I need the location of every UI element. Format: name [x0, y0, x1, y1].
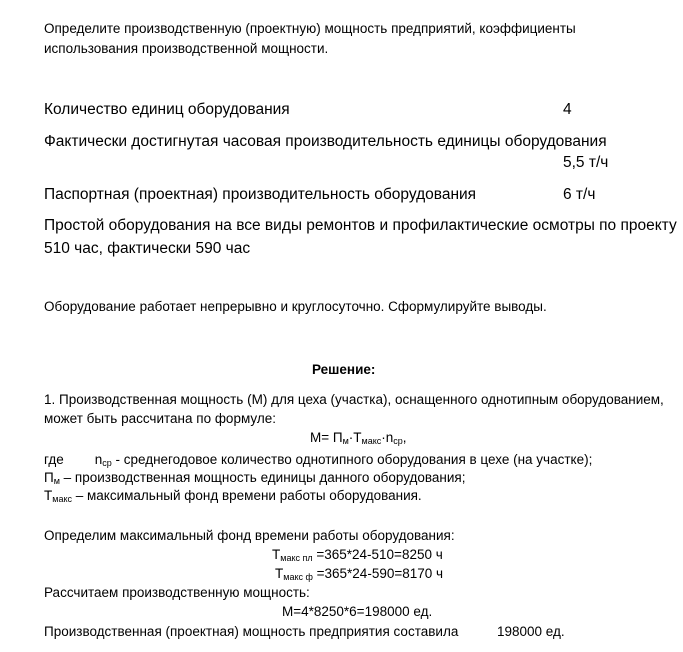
passport-prod-value: 6 т/ч: [563, 186, 596, 203]
solution-p1-line-1: 1. Производственная мощность (М) для цеха (участка), оснащенного однотипным оборудованием,: [44, 392, 664, 407]
solution-heading: Решение:: [312, 362, 376, 377]
note: Оборудование работает непрерывно и круглосуточно. Сформулируйте выводы.: [44, 299, 547, 314]
definition-p: $П_м$ – производственная мощность единицы данного оборудования;: [44, 470, 466, 486]
definition-t: $Т_{макс}$ – максимальный фонд времени работы оборудования.: [44, 488, 422, 504]
solution-p1-line-2: может быть рассчитана по формуле:: [44, 411, 276, 426]
equip-count-label: Количество единиц оборудования: [44, 101, 290, 118]
calc-intro: Рассчитаем производственную мощность:: [44, 585, 310, 600]
passport-prod-label: Паспортная (проектная) производительность оборудования: [44, 186, 477, 203]
actual-prod-value: 5,5 т/ч: [563, 154, 609, 171]
fund-intro: Определим максимальный фонд времени работы оборудования:: [44, 528, 455, 543]
downtime-line-2: 510 час, фактически 590 час: [44, 240, 251, 257]
result-label: Производственная (проектная) мощность предприятия составила: [44, 624, 459, 639]
calc-expression: М=4*8250*6=198000 ед.: [282, 604, 433, 619]
downtime-line-1: Простой оборудования на все виды ремонтов и профилактические осмотры по проекту: [44, 217, 677, 234]
task-line-2: использования производственной мощности.: [44, 41, 329, 56]
equip-count-value: 4: [563, 101, 572, 118]
result-value: 198000 ед.: [497, 624, 565, 639]
fund-fact: $Т_{макс ф} =365*24-590=8170$ ч: [275, 566, 444, 582]
definition-n: где $n_{ср}$ - среднегодовое количество однотипного оборудования в цехе (на участке);: [44, 452, 593, 468]
task-line-1: Определите производственную (проектную) мощность предприятий, коэффициенты: [44, 21, 576, 36]
capacity-formula: $М= П_м\cdot Т_{макс}\cdot n_{ср}$,: [310, 430, 407, 446]
actual-prod-label: Фактически достигнутая часовая производительность единицы оборудования: [44, 133, 607, 150]
fund-plan: $Т_{макс пл} =365*24-510=8250$ ч: [272, 547, 443, 563]
